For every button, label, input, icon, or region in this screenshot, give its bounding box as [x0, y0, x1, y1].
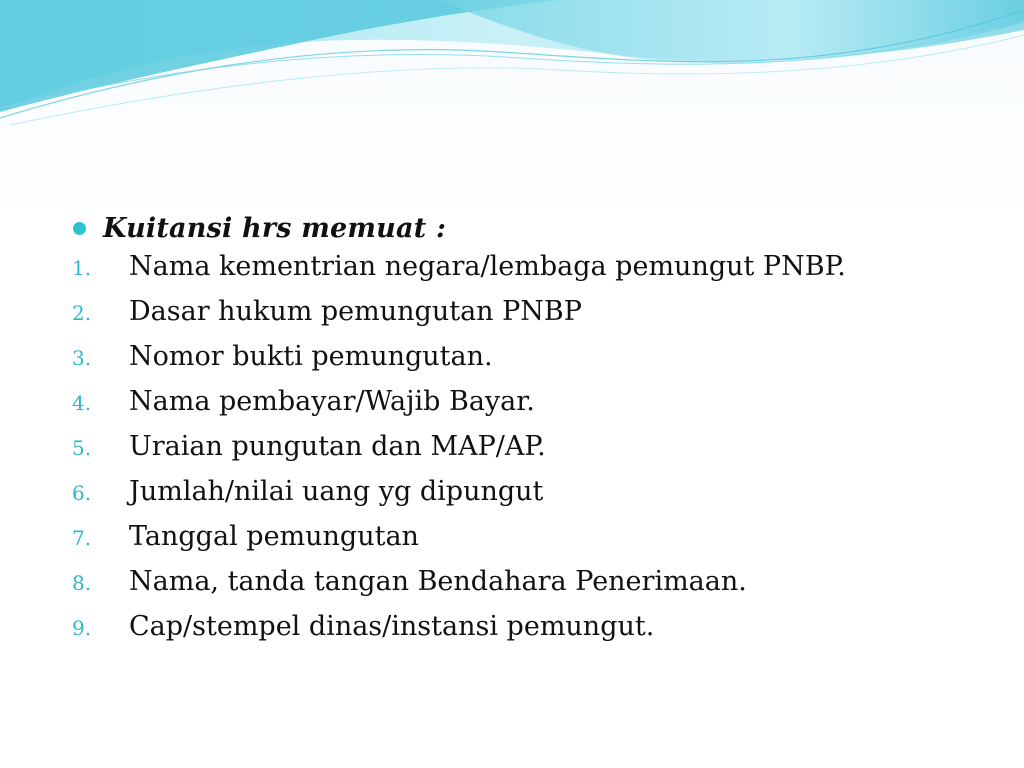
- list-text: Nama kementrian negara/lembaga pemungut PNBP.: [129, 251, 846, 282]
- list-item: [72, 476, 972, 521]
- wave-decoration: [0, 0, 1024, 130]
- list-item: [72, 521, 972, 566]
- list-item: [72, 431, 972, 476]
- list-text: Cap/stempel dinas/instansi pemungut.: [129, 611, 655, 642]
- list-text: Nama, tanda tangan Bendahara Penerimaan.: [129, 566, 747, 597]
- list-item: [72, 386, 972, 431]
- numbered-list: [72, 251, 972, 656]
- list-number: 8.: [72, 571, 92, 595]
- bullet-dot-icon: [73, 222, 86, 235]
- list-number: 7.: [72, 526, 92, 550]
- list-text: Nama pembayar/Wajib Bayar.: [129, 386, 535, 417]
- list-text: Dasar hukum pemungutan PNBP: [129, 296, 582, 327]
- list-item: [72, 566, 972, 611]
- list-text: Uraian pungutan dan MAP/AP.: [129, 431, 546, 462]
- list-item: [72, 341, 972, 386]
- list-number: 1.: [72, 256, 92, 280]
- list-number: 6.: [72, 481, 92, 505]
- slide-content: [72, 205, 972, 656]
- slide-heading: Kuitansi hrs memuat :: [103, 212, 447, 244]
- list-number: 4.: [72, 391, 92, 415]
- list-text: Jumlah/nilai uang yg dipungut: [129, 476, 544, 507]
- list-text: Tanggal pemungutan: [129, 521, 419, 552]
- list-number: 9.: [72, 616, 92, 640]
- list-text: Nomor bukti pemungutan.: [129, 341, 493, 372]
- list-number: 3.: [72, 346, 92, 370]
- list-item: [72, 296, 972, 341]
- list-number: 5.: [72, 436, 92, 460]
- heading-row: [72, 205, 972, 251]
- list-item: [72, 251, 972, 296]
- list-number: 2.: [72, 301, 92, 325]
- list-item: [72, 611, 972, 656]
